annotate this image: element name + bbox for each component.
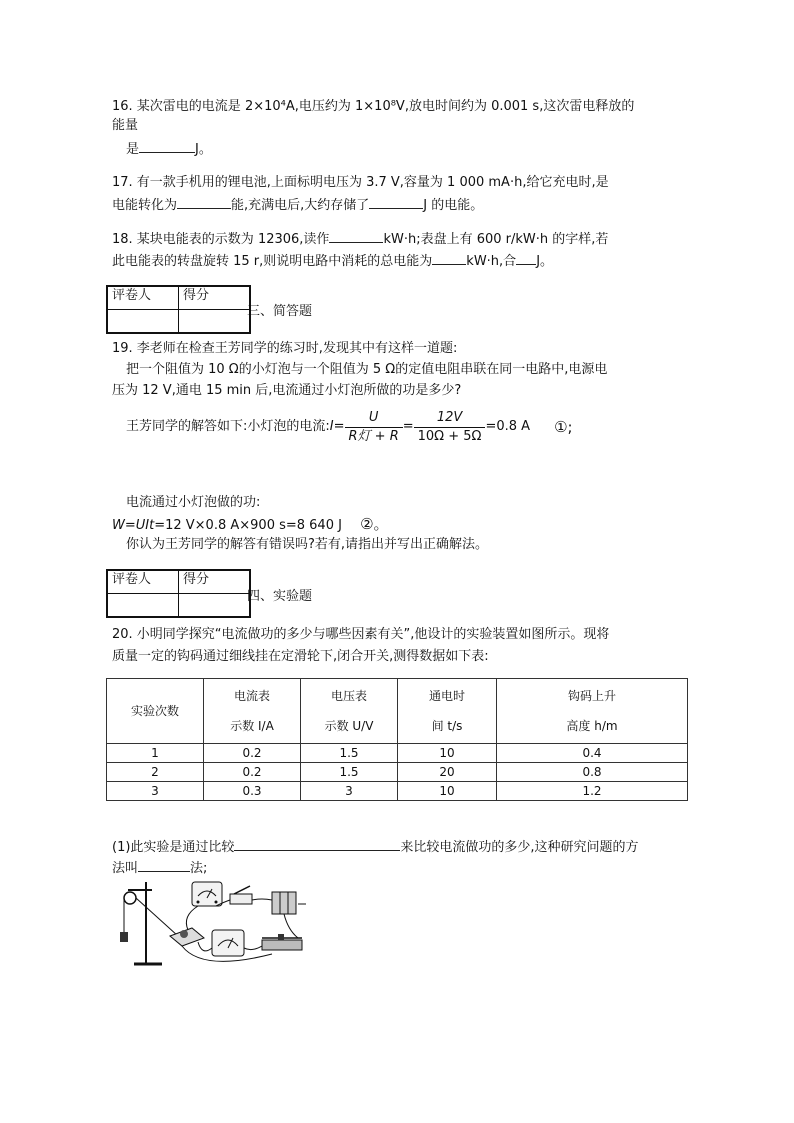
q20-sub1-line2	[112, 859, 207, 878]
cell: 1	[107, 744, 204, 763]
wire	[244, 946, 262, 950]
battery-icon	[272, 892, 296, 914]
cell: 0.2	[204, 763, 301, 782]
q20-sub1-blank-1[interactable]	[234, 838, 400, 851]
q18-blank-1[interactable]	[329, 230, 383, 243]
q16-answer-blank[interactable]	[139, 140, 195, 153]
q20-data-table	[106, 678, 688, 801]
experiment-apparatus-figure	[112, 876, 312, 976]
cell: 10	[398, 782, 497, 801]
reviewer-label: 评卷人	[107, 570, 179, 594]
table-header-row	[107, 679, 688, 744]
cell: 0.3	[204, 782, 301, 801]
q18-blank-3[interactable]	[516, 252, 536, 265]
q18-line2	[112, 252, 553, 271]
cell: 2	[107, 763, 204, 782]
q18-line2-pre: 此电能表的转盘旋转 15 r,则说明电路中消耗的总电能为	[112, 254, 433, 269]
q18-line1	[112, 230, 608, 249]
q19-line1: 19. 李老师在检查王芳同学的练习时,发现其中有这样一道题:	[112, 341, 458, 356]
header-current: 电流表 示数 I/A	[204, 679, 301, 744]
q18-blank-2[interactable]	[432, 252, 466, 265]
q17-line2-post: J 的电能。	[423, 198, 484, 213]
q19-work-title: 电流通过小灯泡做的功:	[126, 495, 261, 510]
q19-solution-pre: 王芳同学的解答如下:小灯泡的电流:	[126, 419, 330, 435]
q19-mark-1: ①;	[554, 417, 573, 436]
q20-sub1-line1	[112, 838, 639, 857]
q19-work-rest: =12 V×0.8 A×900 s=8 640 J	[154, 518, 342, 533]
cell: 1.5	[301, 744, 398, 763]
q17-line2-pre: 电能转化为	[112, 198, 178, 213]
motor-shaft	[180, 930, 188, 938]
reviewer-cell[interactable]	[107, 310, 179, 334]
q18-line2-post: J。	[536, 254, 554, 269]
q19-fraction-1-den: R灯 + R	[345, 427, 403, 446]
cell: 10	[398, 744, 497, 763]
header-height: 钩码上升 高度 h/m	[497, 679, 688, 744]
q19-equals: =	[402, 419, 414, 435]
q19-current-result: =0.8 A	[485, 419, 531, 435]
q19-current-symbol: I=	[329, 419, 345, 435]
header-time: 通电时 间 t/s	[398, 679, 497, 744]
wire	[252, 899, 272, 900]
q20-sub1-post: 来比较电流做功的多少,这种研究问题的方	[400, 840, 639, 855]
q16-line2-post: J。	[195, 142, 212, 157]
q19-work-formula: W=UIt	[112, 518, 155, 533]
q20-sub1-line2-post: 法;	[190, 861, 208, 876]
wire	[198, 942, 212, 951]
cell: 20	[398, 763, 497, 782]
q19-fraction-2-den: 10Ω + 5Ω	[414, 427, 486, 446]
q20-line1: 20. 小明同学探究“电流做功的多少与哪些因素有关”,他设计的实验装置如图所示。现将	[112, 627, 610, 642]
table-row	[107, 763, 688, 782]
section4-title: 四、实验题	[247, 589, 313, 604]
q19-line3: 压为 12 V,通电 15 min 后,电流通过小灯泡所做的功是多少?	[112, 383, 462, 398]
switch-icon	[230, 894, 252, 904]
cell: 1.5	[301, 763, 398, 782]
q20-sub1-line2-pre: 法叫	[112, 861, 139, 876]
wire	[284, 914, 298, 938]
q19-fraction-2	[414, 409, 486, 445]
q19-fraction-1-num: U	[368, 409, 379, 425]
q17-blank-2[interactable]	[369, 196, 423, 209]
rheostat-icon	[262, 940, 302, 950]
score-cell[interactable]	[179, 594, 251, 618]
q16-line1: 16. 某次雷电的电流是 2×10⁴A,电压约为 1×10⁸V,放电时间约为 0.001 s,这次雷电释放的	[112, 99, 635, 114]
wire	[186, 906, 198, 930]
q19-mark-2: ②。	[360, 515, 389, 533]
score-label: 得分	[179, 570, 251, 594]
cell: 1.2	[497, 782, 688, 801]
q19-fraction-2-num: 12V	[436, 409, 463, 425]
table-row	[107, 782, 688, 801]
q19-solution-line	[126, 402, 573, 452]
q17-line2	[112, 196, 483, 215]
cell: 0.8	[497, 763, 688, 782]
string-to-motor	[136, 898, 178, 936]
q18-line1-post: kW·h;表盘上有 600 r/kW·h 的字样,若	[383, 232, 609, 247]
score-box-section4	[106, 569, 251, 618]
score-cell[interactable]	[179, 310, 251, 334]
pulley-icon	[124, 892, 136, 904]
table-row	[107, 744, 688, 763]
q20-sub1-pre: (1)此实验是通过比较	[112, 840, 235, 855]
q19-work-line	[112, 514, 389, 535]
q18-line1-pre: 18. 某块电能表的示数为 12306,读作	[112, 232, 330, 247]
q20-sub1-blank-2[interactable]	[138, 859, 190, 872]
score-box-section3	[106, 285, 251, 334]
q20-line2: 质量一定的钩码通过细线挂在定滑轮下,闭合开关,测得数据如下表:	[112, 649, 489, 664]
ammeter-icon	[192, 882, 222, 906]
q16-line2-pre: 是	[126, 142, 140, 157]
reviewer-cell[interactable]	[107, 594, 179, 618]
q19-line2: 把一个阻值为 10 Ω的小灯泡与一个阻值为 5 Ω的定值电阻串联在同一电路中,电源电	[126, 362, 608, 377]
q19-fraction-1	[345, 409, 403, 445]
header-voltage: 电压表 示数 U/V	[301, 679, 398, 744]
q19-question: 你认为王芳同学的解答有错误吗?若有,请指出并写出正确解法。	[126, 537, 489, 552]
cell: 0.4	[497, 744, 688, 763]
score-label: 得分	[179, 286, 251, 310]
section3-title: 三、简答题	[247, 304, 313, 319]
reviewer-label: 评卷人	[107, 286, 179, 310]
q17-line1: 17. 有一款手机用的锂电池,上面标明电压为 3.7 V,容量为 1 000 mA·h,给它充电时,是	[112, 175, 609, 190]
cell: 0.2	[204, 744, 301, 763]
q18-line2-mid: kW·h,合	[466, 254, 517, 269]
cell: 3	[301, 782, 398, 801]
voltmeter-icon	[212, 930, 244, 956]
hook-weight-icon	[120, 932, 128, 942]
q17-blank-1[interactable]	[177, 196, 231, 209]
q16-line1b: 能量	[112, 118, 139, 133]
cell: 3	[107, 782, 204, 801]
header-trial: 实验次数	[107, 679, 204, 744]
q16-line2	[126, 140, 212, 159]
q17-line2-mid: 能,充满电后,大约存储了	[231, 198, 370, 213]
